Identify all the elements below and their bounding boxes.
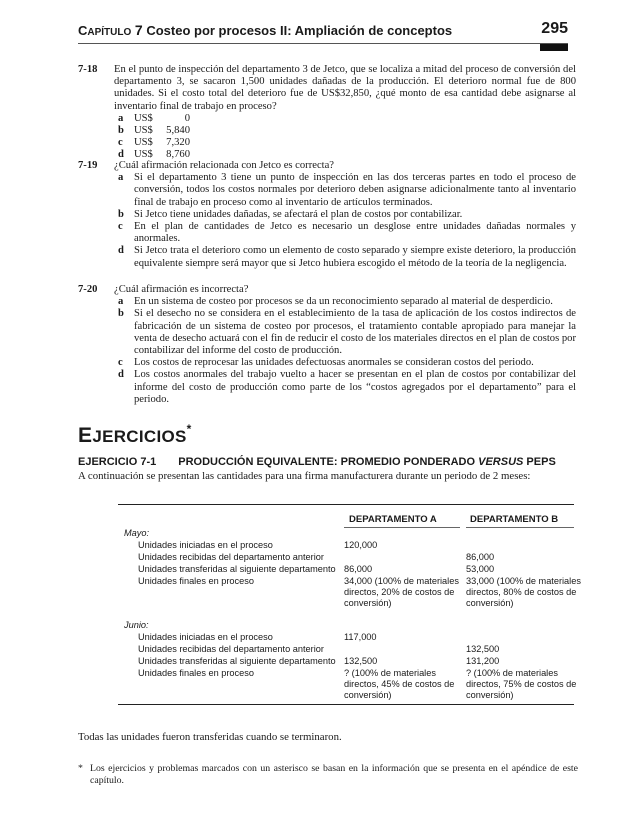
option-letter: d	[118, 245, 124, 257]
option-letter: a	[118, 172, 124, 184]
cell-dept-a: ? (100% de materiales directos, 45% de costos de conversión)	[344, 668, 455, 700]
header-tab-marker	[540, 44, 568, 51]
option-d	[114, 245, 576, 269]
table-top-rule	[118, 504, 574, 505]
option-value: 0	[184, 112, 190, 124]
exercise-topic-versus: VERSUS	[478, 456, 524, 468]
row-label: Unidades recibidas del departamento anterior	[138, 644, 324, 654]
option-currency: US$	[134, 125, 153, 137]
cell-dept-b: 131,200	[466, 656, 500, 666]
exercise-topic	[178, 456, 556, 468]
column-rule-b	[466, 527, 574, 528]
option-currency: US$	[134, 112, 153, 124]
exercise-topic-prefix: PRODUCCIÓN EQUIVALENTE: PROMEDIO PONDERADO	[178, 456, 479, 468]
footnote	[78, 763, 578, 787]
chapter-word-initial: C	[78, 23, 88, 38]
question-7-19	[78, 160, 576, 270]
footnote-text: Los ejercicios y problemas marcados con un asterisco se basan en la información que se presenta en el apéndice de este capítulo.	[90, 763, 578, 786]
cell-dept-b: ? (100% de materiales directos, 75% de costos de conversión)	[466, 668, 577, 700]
question-number: 7-19	[78, 160, 98, 171]
option-b	[114, 209, 576, 221]
question-stem: En el punto de inspección del departamento 3 de Jetco, que se localiza a mitad del proceso de conversión del departamento 3, se sacaron 1,500 unidades dañadas de la producción. El deterioro normal fue de 800 unidades. Si el costo total del deterioro fue de US$32,850, ¿qué monto de esa cantidad debe asignarse al inventario final de trabajo en proceso?	[114, 64, 576, 112]
cell-dept-a: 86,000	[344, 564, 373, 574]
page-number: 295	[541, 20, 568, 37]
option-letter: d	[118, 149, 124, 161]
exercise-topic-suffix: PEPS	[523, 456, 556, 468]
option-list	[114, 296, 576, 406]
section-title-rest: JERCICIOS	[92, 427, 187, 446]
cell-dept-b: 53,000	[466, 564, 495, 574]
row-label: Unidades transferidas al siguiente departamento	[138, 656, 336, 666]
option-value: 5,840	[166, 125, 190, 137]
option-letter: b	[118, 308, 124, 320]
question-number: 7-18	[78, 64, 98, 75]
section-title-initial: E	[78, 424, 93, 447]
option-a	[114, 296, 576, 308]
option-c	[114, 137, 576, 149]
cell-dept-b: 132,500	[466, 644, 500, 654]
chapter-number: 7	[134, 22, 143, 38]
option-letter: a	[118, 296, 124, 308]
question-stem: ¿Cuál afirmación relacionada con Jetco es correcta?	[114, 160, 334, 171]
question-7-20	[78, 284, 576, 406]
running-header	[78, 22, 568, 44]
exercise-closing: Todas las unidades fueron transferidas cuando se terminaron.	[78, 731, 342, 743]
exercise-intro: A continuación se presentan las cantidades para una firma manufacturera durante un periodo de 2 meses:	[78, 470, 531, 482]
option-value: 7,320	[166, 137, 190, 149]
option-text: En el plan de cantidades de Jetco es necesario un desglose entre unidades dañadas normales y anormales.	[134, 221, 576, 245]
cell-dept-a: 120,000	[344, 540, 378, 550]
option-value: 8,760	[166, 149, 190, 161]
option-text: Si Jetco tiene unidades dañadas, se afectará el plan de costos por contabilizar.	[134, 208, 463, 220]
option-text: Los costos de reprocesar las unidades defectuosas anormales se consideran costos del periodo.	[134, 357, 534, 369]
column-header-dept-b: DEPARTAMENTO B	[470, 514, 559, 525]
chapter-title: Costeo por procesos II: Ampliación de conceptos	[146, 23, 453, 38]
option-text: Si Jetco trata el deterioro como un elemento de costo separado y siempre existe deterioro, la producción equivalente siempre será mayor que si Jetco hubiera escogido el método de la teoría de la negligencia.	[134, 245, 576, 269]
option-list	[114, 113, 576, 162]
footnote-mark: *	[78, 763, 83, 774]
option-text: Los costos anormales del trabajo vuelto a hacer se presentan en el plan de costos por contabilizar del informe del costo de producción como parte de los “costos agregados por el departamento” para el periodo.	[134, 369, 576, 405]
table-bottom-rule	[118, 704, 574, 705]
option-b	[114, 308, 576, 357]
cell-dept-a: 34,000 (100% de materiales directos, 20% de costos de conversión)	[344, 576, 459, 608]
option-text: Si el desecho no se considera en el establecimiento de la tasa de aplicación de los costos indirectos de fabricación de un sistema de costeo por procesos, el tratamiento contable apropiado para manejar la venta de desecho actuará con el fin de reducir el costo de los materiales directos en el plan de costos por contabilizar del informe del costo de producción.	[134, 308, 576, 357]
row-label: Unidades finales en proceso	[138, 668, 254, 678]
exercise-title	[78, 456, 556, 468]
section-title	[78, 424, 192, 448]
option-letter: b	[118, 125, 124, 137]
row-label: Unidades iniciadas en el proceso	[138, 540, 273, 550]
section-title-asterisk: *	[186, 422, 192, 436]
exercise-label: EJERCICIO 7-1	[78, 456, 157, 468]
option-a	[114, 113, 576, 125]
option-a	[114, 172, 576, 209]
chapter-heading	[78, 22, 452, 38]
column-header-dept-a: DEPARTAMENTO A	[349, 514, 437, 525]
cell-dept-b: 33,000 (100% de materiales directos, 80% de costos de conversión)	[466, 576, 581, 608]
option-b	[114, 125, 576, 137]
cell-dept-a: 132,500	[344, 656, 378, 666]
option-list	[114, 172, 576, 270]
column-rule-a	[344, 527, 460, 528]
header-rule	[78, 43, 568, 44]
row-label: Unidades iniciadas en el proceso	[138, 632, 273, 642]
option-letter: c	[118, 221, 123, 233]
option-letter: c	[118, 137, 123, 149]
question-number: 7-20	[78, 284, 98, 295]
option-letter: b	[118, 208, 124, 220]
option-c	[114, 221, 576, 245]
option-c	[114, 357, 576, 369]
cell-dept-a: 117,000	[344, 632, 377, 642]
option-letter: c	[118, 357, 123, 369]
row-label: Unidades recibidas del departamento anterior	[138, 552, 324, 562]
question-stem: ¿Cuál afirmación es incorrecta?	[114, 284, 249, 295]
option-d	[114, 369, 576, 406]
month-label-may: Mayo:	[124, 528, 150, 538]
row-label: Unidades finales en proceso	[138, 576, 254, 586]
option-letter: d	[118, 369, 124, 381]
chapter-word-rest: APÍTULO	[87, 27, 132, 38]
option-text: Si el departamento 3 tiene un punto de inspección en las dos terceras partes en todo el proceso de conversión, todos los costos normales por deterioro deben asignarse adicionalmente tanto al inventario final de trabajo en proceso como al inventario de artículos terminados.	[134, 172, 576, 208]
option-letter: a	[118, 112, 124, 124]
month-label-june: Junio:	[124, 620, 149, 630]
option-currency: US$	[134, 149, 153, 161]
cell-dept-b: 86,000	[466, 552, 495, 562]
option-text: En un sistema de costeo por procesos se da un reconocimiento separado al material de desperdicio.	[134, 296, 553, 308]
question-7-18	[78, 64, 576, 162]
option-currency: US$	[134, 137, 153, 149]
row-label: Unidades transferidas al siguiente departamento	[138, 564, 336, 574]
